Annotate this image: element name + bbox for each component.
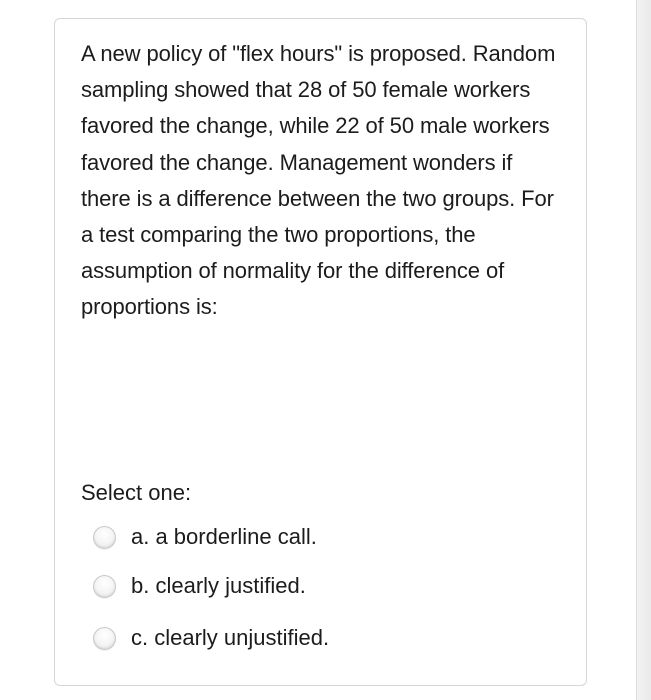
option-b[interactable]: [93, 566, 513, 606]
radio-button-icon[interactable]: [93, 627, 116, 650]
page-edge-strip: [636, 0, 651, 700]
question-card: [54, 18, 587, 686]
question-text: A new policy of "flex hours" is proposed. Random sampling showed that 28 of 50 female workers favored the change, while 22 of 50 male workers favored the change. Management wonders if there is a difference between the two groups. For a test comparing the two proportions, the assumption of normality for the difference of proportions is:: [81, 41, 556, 320]
option-a-label[interactable]: a. a borderline call.: [131, 524, 317, 549]
radio-button-icon[interactable]: [93, 575, 116, 598]
select-one-label: Select one:: [81, 480, 192, 505]
option-b-label[interactable]: b. clearly justified.: [131, 573, 306, 598]
option-c-label[interactable]: c. clearly unjustified.: [131, 625, 330, 650]
radio-button-icon[interactable]: [93, 526, 116, 549]
option-c[interactable]: [93, 618, 513, 658]
option-a[interactable]: [93, 517, 513, 557]
